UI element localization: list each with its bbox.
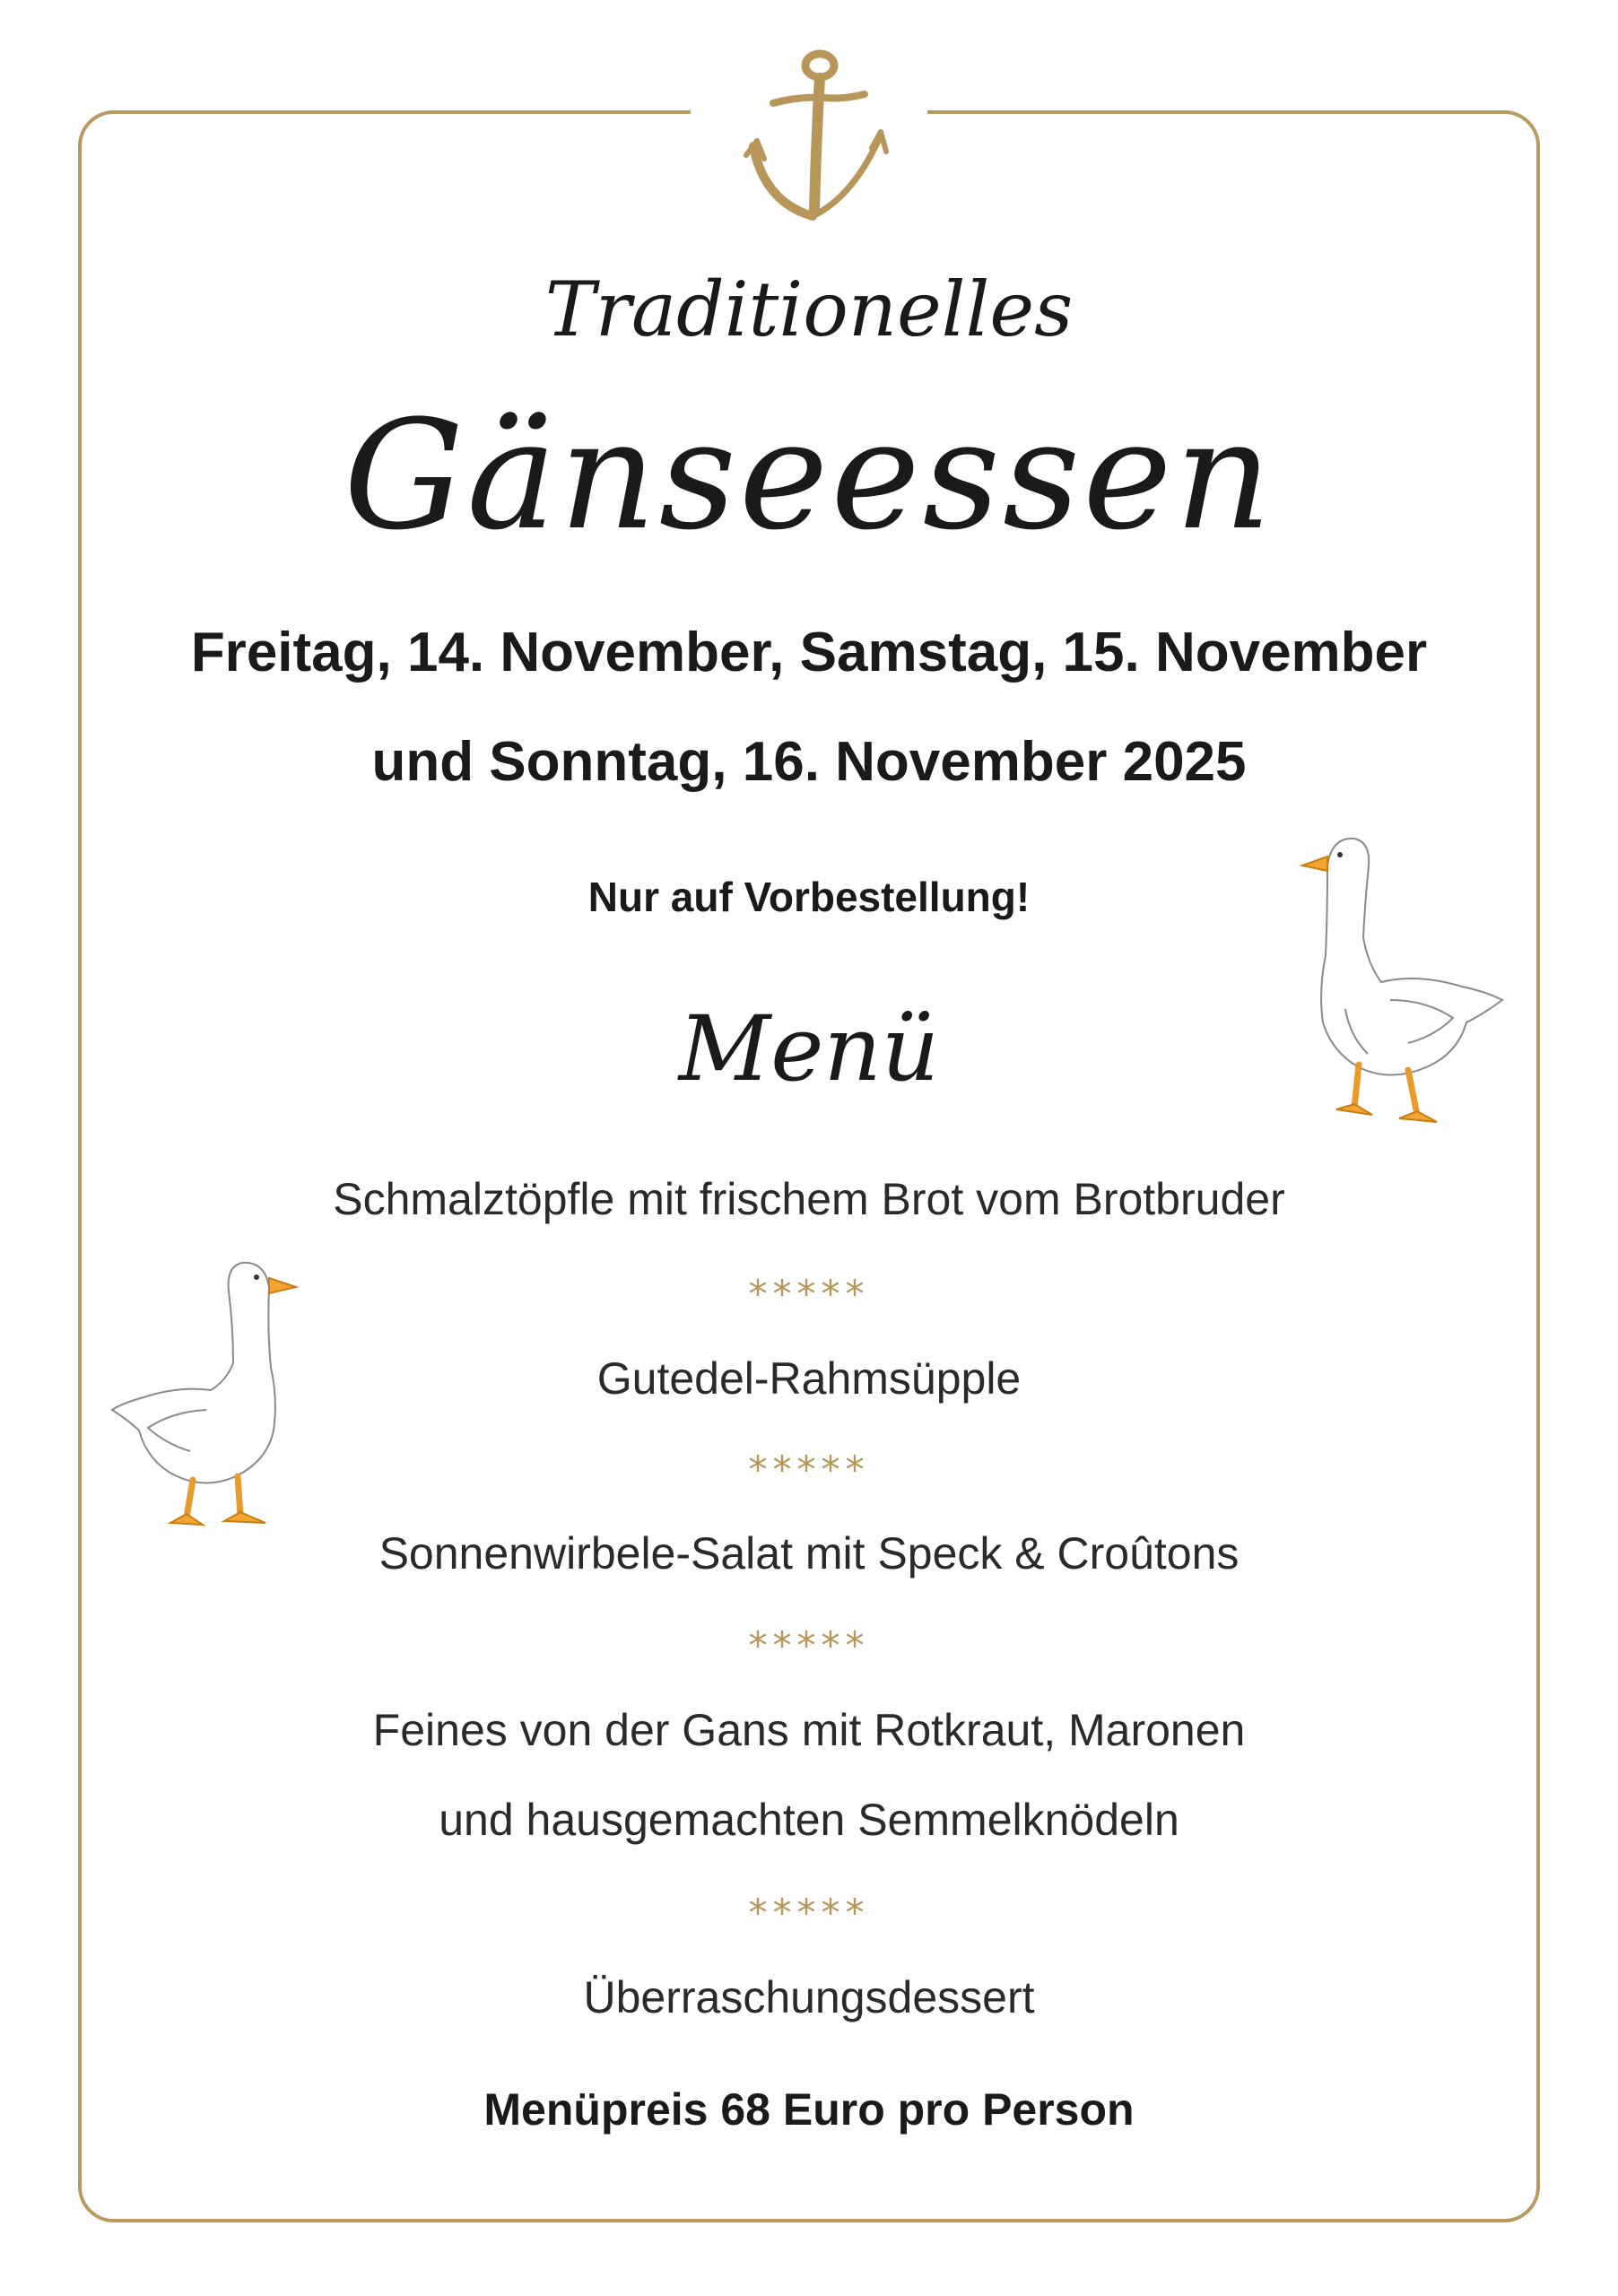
separator-1: ***** [748, 1272, 870, 1316]
course-3: Sonnenwirbele-Salat mit Speck & Croûtons [378, 1528, 1240, 1578]
menu-price: Menüpreis 68 Euro pro Person [483, 2084, 1135, 2135]
page-title: Gänseessen [344, 387, 1274, 563]
course-4-line-1: Feines von der Gans mit Rotkraut, Maronen [372, 1705, 1246, 1755]
date-line-1: Freitag, 14. November, Samstag, 15. November [190, 622, 1428, 683]
separator-3: ***** [748, 1623, 870, 1667]
course-5: Überraschungsdessert [583, 1972, 1035, 2022]
course-2: Gutedel-Rahmsüpple [596, 1353, 1022, 1404]
course-4-line-2: und hausgemachten Semmelknödeln [439, 1795, 1179, 1845]
goose-left-icon [108, 1256, 314, 1543]
separator-2: ***** [748, 1448, 870, 1492]
separator-4: ***** [748, 1891, 870, 1935]
preorder-notice: Nur auf Vorbestellung! [587, 874, 1031, 920]
anchor-logo-icon [737, 40, 890, 229]
course-1: Schmalztöpfle mit frischem Brot vom Brotbruder [333, 1174, 1285, 1224]
subtitle: Traditionelles [544, 265, 1074, 353]
menu-heading: Menü [678, 996, 940, 1101]
date-line-2: und Sonntag, 16. November 2025 [371, 731, 1247, 793]
goose-right-icon [1283, 830, 1507, 1135]
